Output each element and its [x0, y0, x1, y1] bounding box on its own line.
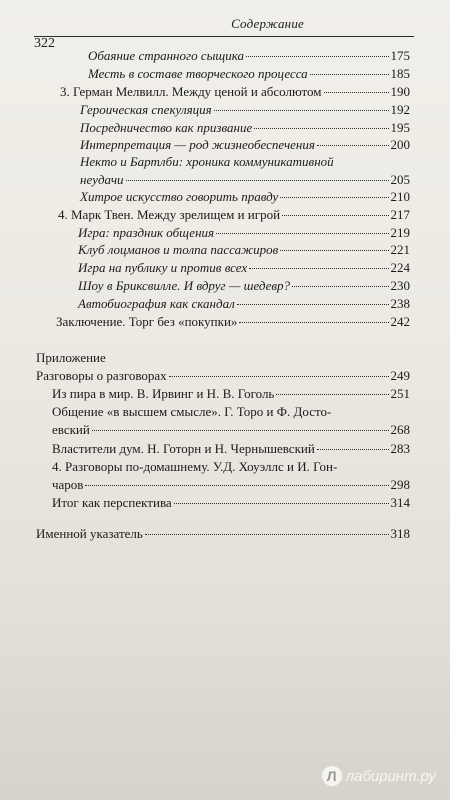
toc-entry: Игра: праздник общения 219 [78, 225, 410, 240]
toc-entry: Интерпретация — род жизнеобеспечения 200 [80, 137, 410, 152]
running-title: Содержание [231, 16, 304, 31]
toc-entry: Общение «в высшем смысле». Г. Торо и Ф. Досто- [52, 404, 332, 419]
toc-entry: Некто и Бартлби: хроника коммуникативной [80, 154, 334, 169]
toc-entry: Посредничество как призвание 195 [80, 120, 410, 135]
page-number: 322 [34, 36, 55, 51]
toc-entry: Приложение [36, 350, 106, 365]
toc-entry: Именной указатель 318 [36, 526, 410, 541]
watermark [322, 766, 436, 786]
toc-entry: Хитрое искусство говорить правду 210 [80, 189, 410, 204]
toc-entry: 4. Марк Твен. Между зрелищем и игрой 217 [58, 207, 410, 222]
toc-entry: Месть в составе творческого процесса 185 [88, 66, 410, 81]
toc-entry: 4. Разговоры по-домашнему. У.Д. Хоуэллс и И. Гон- [52, 459, 338, 474]
toc-entry: Обаяние странного сыщика 175 [88, 48, 410, 63]
toc-entry: Игра на публику и против всех 224 [78, 260, 410, 275]
toc-entry: Автобиография как скандал 238 [78, 296, 410, 311]
toc-entry: Из пира в мир. В. Ирвинг и Н. В. Гоголь 251 [52, 386, 410, 401]
toc-entry: евский 268 [52, 422, 410, 437]
toc-entry: 3. Герман Мелвилл. Между ценой и абсолютом 190 [60, 84, 410, 99]
watermark-text: лабиринт.ру [345, 767, 436, 785]
toc-entry: неудачи 205 [80, 172, 410, 187]
toc-entry: Властители дум. Н. Готорн и Н. Чернышевский 283 [52, 441, 410, 456]
toc-entry: Заключение. Торг без «покупки» 242 [56, 314, 410, 329]
toc-entry: чаров 298 [52, 477, 410, 492]
toc-entry: Разговоры о разговорах 249 [36, 368, 410, 383]
toc-entry: Героическая спекуляция 192 [80, 102, 410, 117]
toc-entry: Шоу в Бриксвилле. И вдруг — шедевр? 230 [78, 278, 410, 293]
toc-entry: Клуб лоцманов и толпа пассажиров 221 [78, 242, 410, 257]
labirint-logo-icon: Л [322, 766, 342, 786]
toc-entry: Итог как перспектива 314 [52, 495, 410, 510]
